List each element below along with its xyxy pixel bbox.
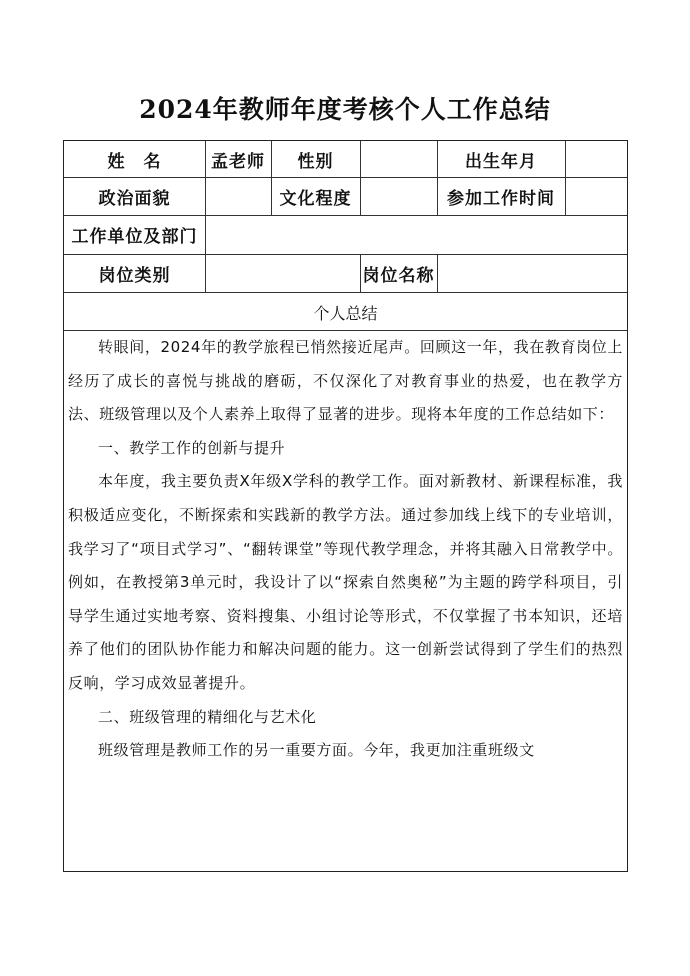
- summary-paragraph: 本年度，我主要负责X年级X学科的教学工作。面对新教材、新课程标准，我积极适应变化，不断探索和实践新的教学方法。通过参加线上线下的专业培训，我学习了“项目式学习”、“翻转课堂”等现代教学理念，并将其融入日常教学中。例如，在教授第3单元时，我设计了以“探索自然奥秘”为主题的跨学科项目，引导学生通过实地考察、资料搜集、小组讨论等形式，不仅掌握了书本知识，还培养了他们的团队协作能力和解决问题的能力。这一创新尝试得到了学生们的热烈反响，学习成效显著提升。: [68, 472, 623, 692]
- unit-value[interactable]: [205, 215, 629, 254]
- name-label: 姓 名: [107, 151, 162, 172]
- summary-heading: 个人总结: [313, 303, 378, 323]
- gender-value[interactable]: [360, 141, 437, 177]
- birth-value[interactable]: [565, 141, 629, 177]
- education-label: 文化程度: [279, 188, 352, 209]
- section-heading: 一、教学工作的创新与提升: [98, 438, 286, 457]
- work-start-value[interactable]: [565, 177, 629, 215]
- document-title: 2024年教师年度考核个人工作总结: [139, 95, 551, 124]
- post-name-label: 岗位名称: [362, 265, 435, 286]
- post-type-label: 岗位类别: [98, 265, 171, 286]
- row-divider: [64, 292, 627, 293]
- section-heading: 二、班级管理的精细化与艺术化: [98, 707, 317, 726]
- political-value[interactable]: [205, 177, 271, 215]
- gender-label: 性别: [297, 151, 334, 172]
- work-start-label: 参加工作时间: [447, 188, 555, 209]
- political-label: 政治面貌: [98, 188, 171, 209]
- post-type-value[interactable]: [205, 254, 360, 292]
- appraisal-form: [63, 140, 628, 872]
- post-name-value[interactable]: [437, 254, 629, 292]
- birth-label: 出生年月: [465, 151, 537, 172]
- education-value[interactable]: [360, 177, 437, 215]
- unit-label: 工作单位及部门: [71, 227, 198, 247]
- summary-paragraph: 转眼间，2024年的教学旅程已悄然接近尾声。回顾这一年，我在教育岗位上经历了成长的喜悦与挑战的磨砺，不仅深化了对教育事业的热爱，也在教学方法、班级管理以及个人素养上取得了显著的进步。现将本年度的工作总结如下：: [68, 338, 623, 424]
- summary-paragraph: 班级管理是教师工作的另一重要方面。今年，我更加注重班级文: [98, 741, 535, 760]
- name-value: 孟老师: [211, 151, 265, 172]
- summary-body: [68, 331, 623, 768]
